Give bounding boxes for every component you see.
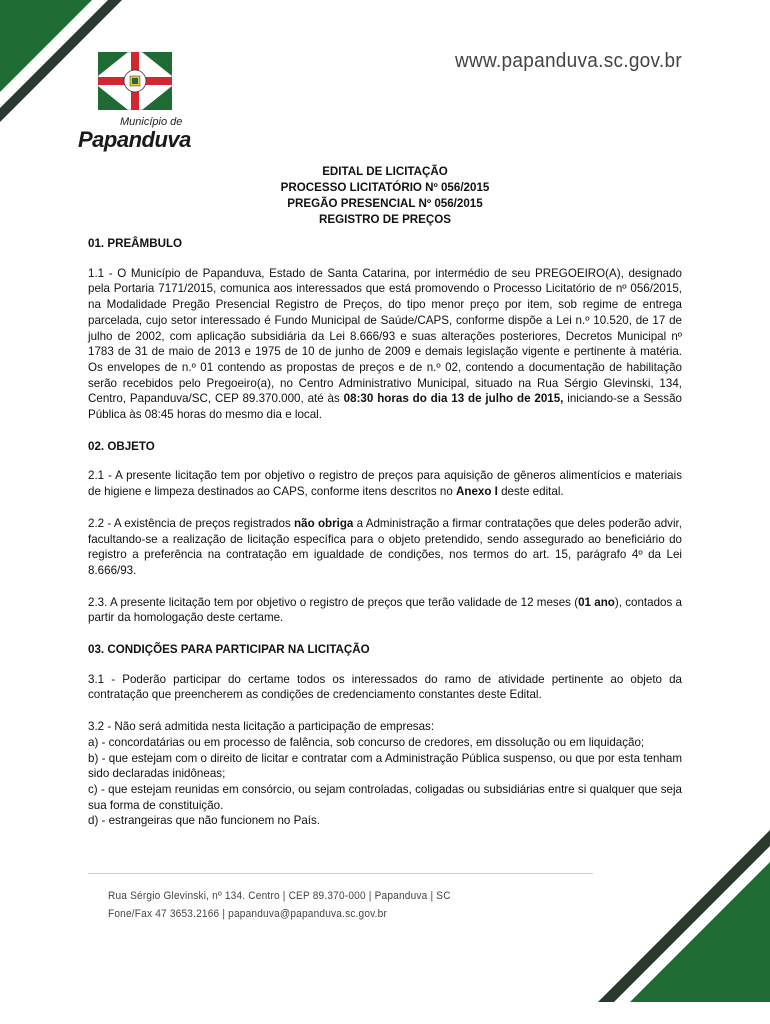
paragraph-bold: 08:30 horas do dia 13 de julho de 2015, xyxy=(343,392,564,406)
title-pregao: PREGÃO PRESENCIAL Nº 056/2015 xyxy=(287,197,483,210)
paragraph-1-1 xyxy=(88,266,682,423)
paragraph-text-end: iniciando-se a Sessão Pública às 08:45 horas do mesmo dia e local. xyxy=(88,392,682,422)
list-item: c) - que estejam reunidas em consórcio, ou sejam controladas, coligadas ou subsidiárias entre si qualquer que seja sua forma de constituição. xyxy=(88,782,682,812)
paragraph-2-1 xyxy=(88,468,682,499)
footer-contact-line: Fone/Fax 47 3653.2166 | papanduva@papanduva.sc.gov.br xyxy=(108,908,388,920)
footer-address-line: Rua Sérgio Glevinski, nº 134. Centro | CEP 89.370-000 | Papanduva | SC xyxy=(108,890,451,902)
paragraph-2-2 xyxy=(88,516,682,579)
paragraph-2-3 xyxy=(88,595,682,626)
logo-title: Papanduva xyxy=(78,127,191,152)
paragraph-3-1: 3.1 - Poderão participar do certame todos os interessados do ramo de atividade pertinente ao objeto da contratação que preencherem as condições de credenciamento constantes deste Edital. xyxy=(88,672,682,702)
paragraph-text-end: ), contados a partir da homologação deste certame. xyxy=(88,595,683,625)
section-heading-preambulo: 01. PREÂMBULO xyxy=(88,237,183,250)
list-item: d) - estrangeiras que não funcionem no País. xyxy=(88,814,321,828)
paragraph-text: 2.1 - A presente licitação tem por objetivo o registro de preços para aquisição de gêneros alimentícios e materiais de higiene e limpeza destinados ao CAPS, conforme itens descritos no xyxy=(88,469,682,499)
paragraph-text-end: deste edital. xyxy=(497,485,564,499)
list-item: a) - concordatárias ou em processo de falência, sob concurso de credores, em dissolução ou em liquidação; xyxy=(88,735,645,749)
section-heading-objeto: 02. OBJETO xyxy=(88,439,155,453)
title-registro: REGISTRO DE PREÇOS xyxy=(318,213,452,226)
document-body xyxy=(88,236,682,829)
footer-address xyxy=(108,887,451,923)
list-item: b) - que estejam com o direito de licitar e contratar com a Administração Pública suspenso, ou que por esta tenham sido declaradas inidôneas; xyxy=(88,751,682,781)
title-processo: PROCESSO LICITATÓRIO Nº 056/2015 xyxy=(280,181,490,194)
footer-divider xyxy=(88,873,593,874)
paragraph-text-end: a Administração a firmar contratações que deles poderão advir, facultando-se a realização de licitação específica para o objeto pretendido, sendo assegurado ao beneficiário do registro a preferência na contratação em igualdade de condições, nos termos do art. 15, parágrafo 4º da Lei 8.666/93. xyxy=(88,516,682,577)
paragraph-text: 1.1 - O Município de Papanduva, Estado de Santa Catarina, por intermédio de seu PREGOEIRO(A), designado pela Portaria 7171/2015, comunica aos interessados que está promovendo o Processo Licitatório de nº 056/2015, na Modalidade Pregão Presencial Registro de Preços, do tipo menor preço por item, sob regime de entrega parcelada, cujo setor interessado é Fundo Municipal de Saúde/CAPS, conforme dispõe a Lei n.º 10.520, de 17 de julho de 2002, com aplicação subsidiária da Lei 8.666/93 e suas alterações posteriores, Decretos Municipal nº 1783 de 31 de maio de 2013 e 1975 de 10 de junho de 2009 e demais legislação vigente e pertinente à matéria. Os envelopes de n.º 01 contendo as propostas de preços e de n.º 02, contendo a documentação de habilitação serão recebidos pelo Pregoeiro(a), no Centro Administrativo Municipal, situado na Rua Sérgio Glevinski, 134, Centro, Papanduva/SC, CEP 89.370.000, até às xyxy=(88,266,682,406)
document-titles xyxy=(0,164,770,228)
paragraph-bold: 01 ano xyxy=(578,595,615,609)
list-intro: 3.2 - Não será admitida nesta licitação a participação de empresas: xyxy=(88,720,435,734)
paragraph-text: 2.3. A presente licitação tem por objetivo o registro de preços que terão validade de 12 meses ( xyxy=(88,595,579,609)
site-url[interactable]: www.papanduva.sc.gov.br xyxy=(455,50,682,72)
paragraph-bold: não obriga xyxy=(294,516,354,530)
paragraph-bold: Anexo I xyxy=(456,485,498,499)
paragraph-text: 2.2 - A existência de preços registrados xyxy=(88,516,295,530)
participation-restrictions-list xyxy=(88,719,682,829)
title-edital: EDITAL DE LICITAÇÃO xyxy=(322,165,448,178)
section-heading-condicoes: 03. CONDIÇÕES PARA PARTICIPAR NA LICITAÇÃO xyxy=(88,643,370,657)
municipality-flag-logo xyxy=(98,52,172,110)
logo-subtitle: Município de xyxy=(120,116,183,128)
